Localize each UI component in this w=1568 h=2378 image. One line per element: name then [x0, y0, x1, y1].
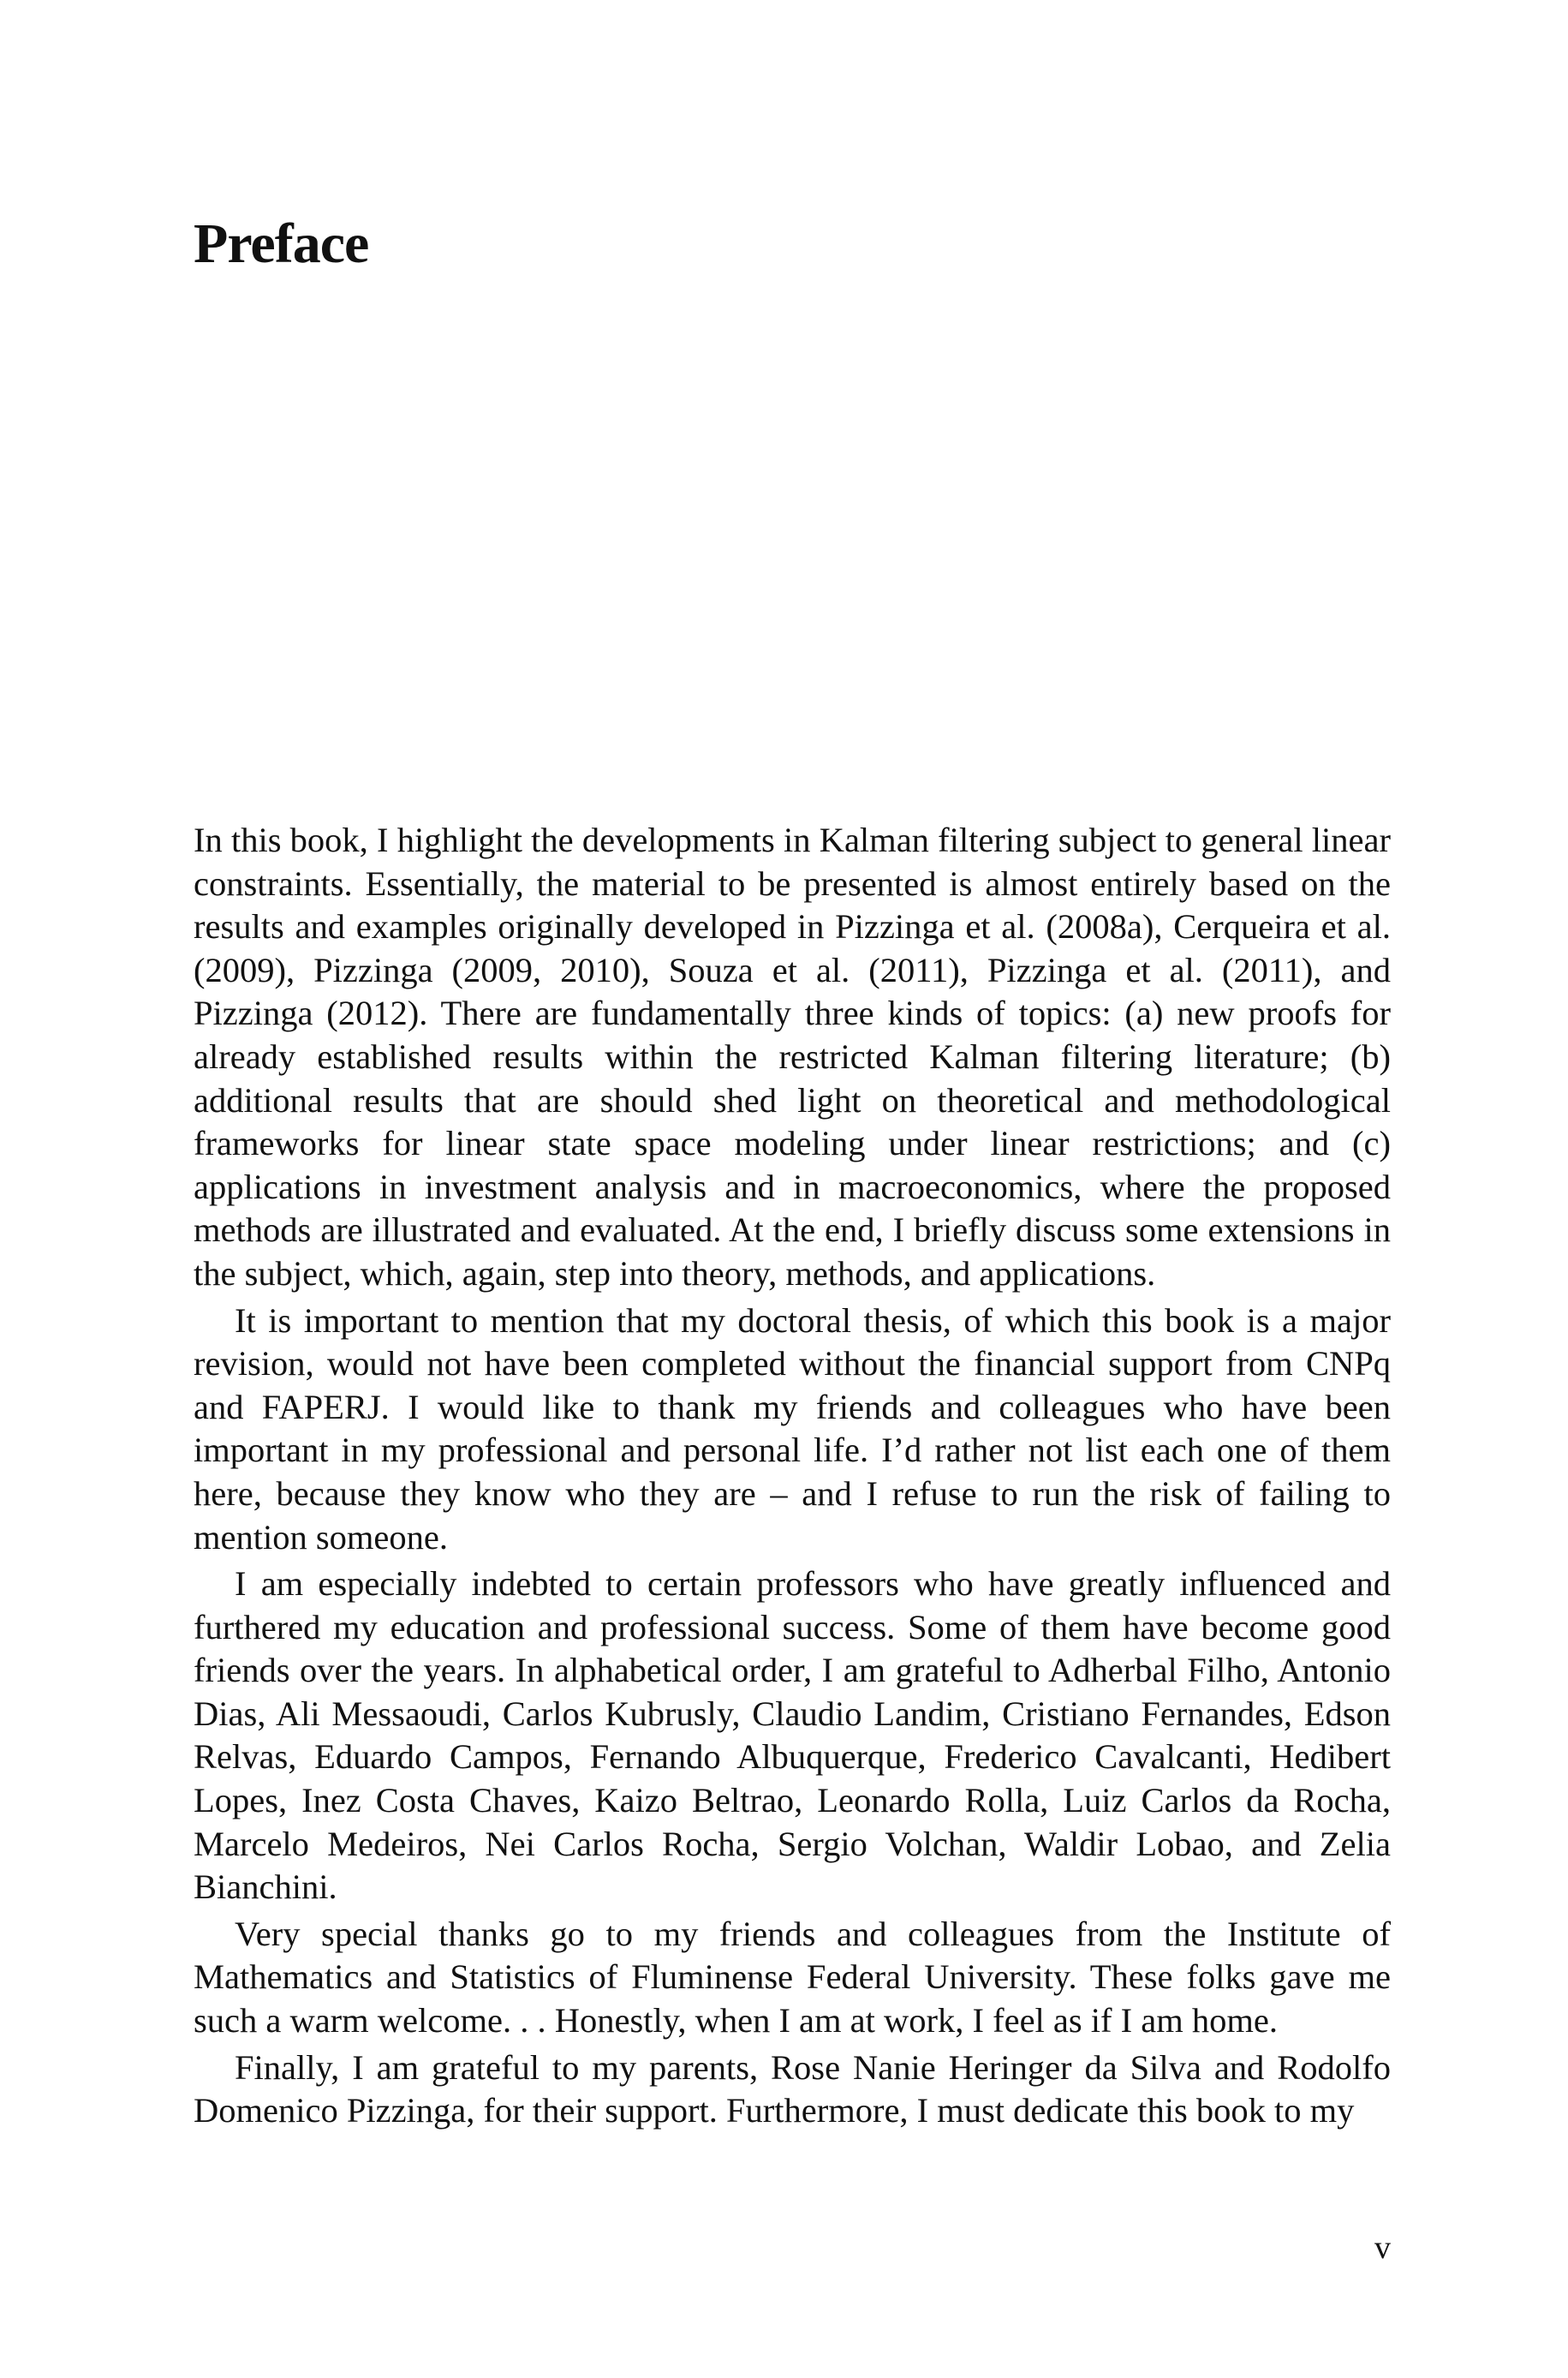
chapter-heading: Preface: [194, 212, 369, 275]
page-number: v: [1374, 2230, 1391, 2266]
preface-body: [194, 819, 1391, 2136]
paragraph-institute-acknowledgment: Very special thanks go to my friends and colleagues from the Institute of Mathematics and Statistics of Fluminense Federal University. These folks gave me such a warm welcome. . . Honestly, when I am at work, I feel as if I am home.: [194, 1914, 1391, 2040]
paragraph-professors-acknowledgment: I am especially indebted to certain professors who have greatly influenced and furthered my education and professional success. Some of them have become good friends over the years. In alphabetical order, I am grateful to Adherbal Filho, Antonio Dias, Ali Messaoudi, Carlos Kubrusly, Claudio Landim, Cristiano Fernandes, Edson Relvas, Eduardo Campos, Fernando Albuquerque, Frederico Cavalcanti, Hedibert Lopes, Inez Costa Chaves, Kaizo Beltrao, Leonardo Rolla, Luiz Carlos da Rocha, Marcelo Medeiros, Nei Carlos Rocha, Sergio Volchan, Waldir Lobao, and Zelia Bianchini.: [194, 1564, 1391, 1907]
paragraph-family-acknowledgment: Finally, I am grateful to my parents, Rose Nanie Heringer da Silva and Rodolfo Domenico Pizzinga, for their support. Furthermore, I must dedicate this book to my: [194, 2047, 1391, 2130]
paragraph-intro: In this book, I highlight the developments in Kalman filtering subject to general linear constraints. Essentially, the material to be presented is almost entirely based on the results and examples originally developed in Pizzinga et al. (2008a), Cerqueira et al. (2009), Pizzinga (2009, 2010), Souza et al. (2011), Pizzinga et al. (2011), and Pizzinga (2012). There are fundamentally three kinds of topics: (a) new proofs for already established results within the restricted Kalman filtering literature; (b) additional results that are should shed light on theoretical and methodological frameworks for linear state space modeling under linear restrictions; and (c) applications in investment analysis and in macroeconomics, where the proposed methods are illustrated and evaluated. At the end, I briefly discuss some extensions in the subject, which, again, step into theory, methods, and applications.: [194, 821, 1391, 1293]
paragraph-funding-acknowledgment: It is important to mention that my doctoral thesis, of which this book is a major revision, would not have been completed without the financial support from CNPq and FAPERJ. I would like to thank my friends and colleagues who have been important in my professional and personal life. I’d rather not list each one of them here, because they know who they are – and I refuse to run the risk of failing to mention someone.: [194, 1300, 1391, 1556]
